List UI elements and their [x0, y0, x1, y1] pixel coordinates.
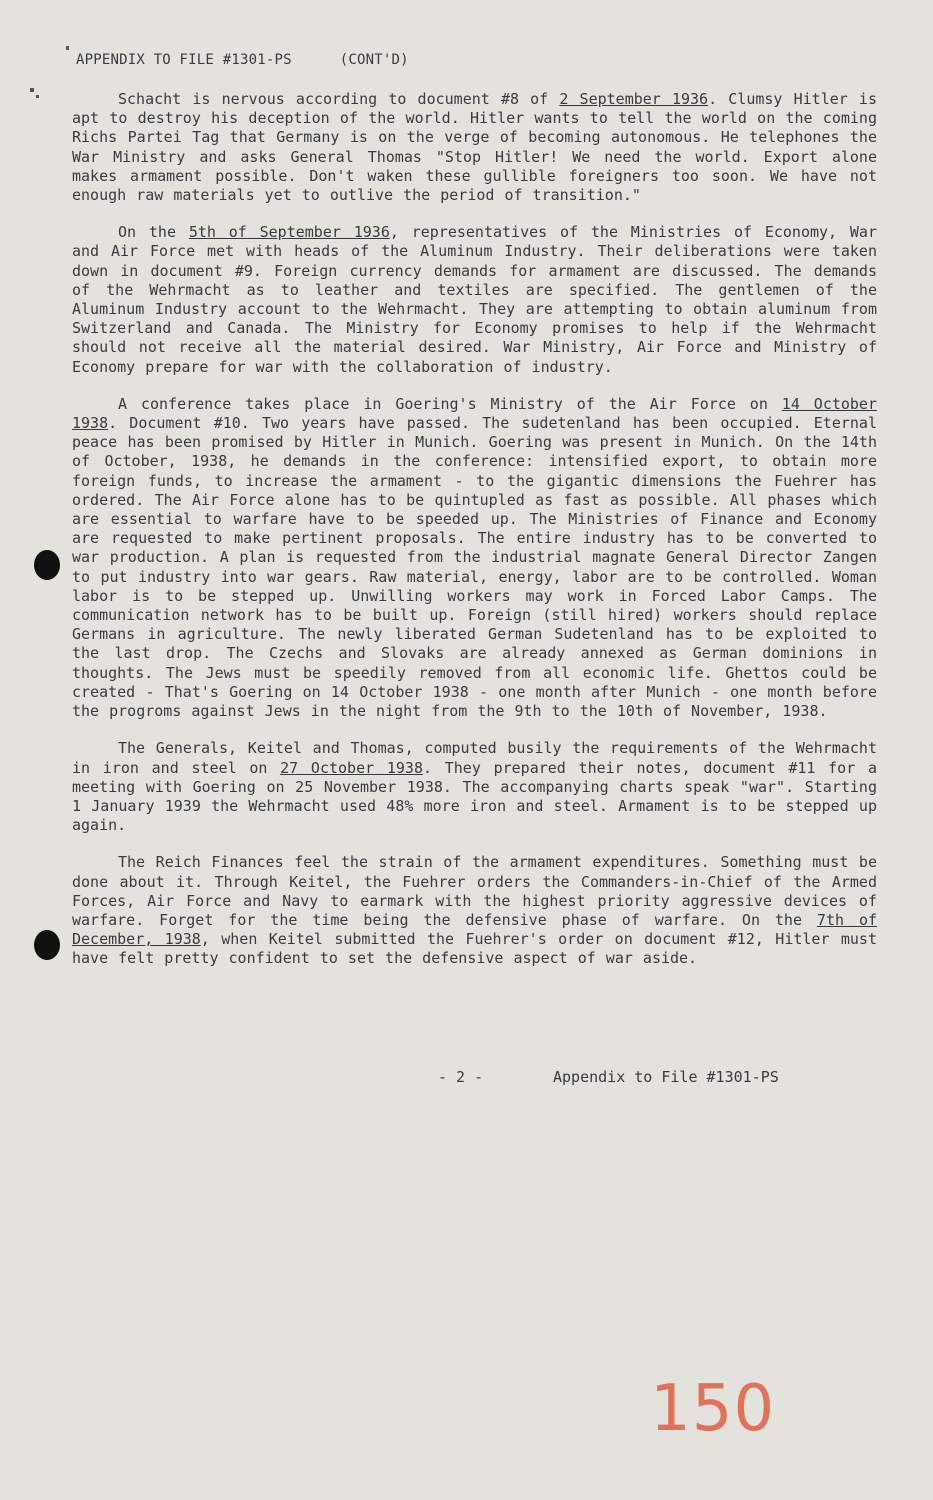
text-segment: On the	[118, 223, 189, 242]
punch-hole-icon	[34, 930, 60, 960]
text-segment: , representatives of the Ministries of Economy, War and Air Force met with heads of the Aluminum Industry. Their deliberations were taken down in document #9. Foreign currency demands for armament are discussed. The demands of the Wehrmacht as to leather and textiles are specified. The gentlemen of the Aluminum Industry account to the Wehrmacht. They are attempting to obtain aluminum from Switzerland and Canada. The Ministry for Economy promises to help if the Wehrmacht should not receive all the material desired. War Ministry, Air Force and Ministry of Economy prepare for war with the collaboration of industry.	[72, 223, 877, 376]
margin-mark	[30, 88, 34, 92]
underlined-date: 5th of September 1936	[188, 223, 390, 242]
paragraph	[72, 739, 877, 835]
paragraph	[72, 90, 877, 205]
page-number: - 2 -	[438, 1068, 484, 1086]
page-stamp-number: 150	[650, 1372, 776, 1446]
punch-hole-icon	[34, 550, 60, 580]
margin-mark	[36, 95, 39, 98]
text-segment: A conference takes place in Goering's Ministry of the Air Force on	[118, 394, 782, 413]
document-body	[72, 90, 877, 987]
underlined-date: 27 October 1938	[280, 758, 423, 777]
margin-mark	[66, 46, 69, 50]
text-segment: , when Keitel submitted the Fuehrer's order on document #12, Hitler must have felt pretty confident to set the defensive aspect of war aside.	[72, 930, 877, 968]
text-segment: . They prepared their notes, document #11 for a meeting with Goering on 25 November 1938. The accompanying charts speak "war". Starting 1 January 1939 the Wehrmacht used 48% more iron and steel. Armament is to be stepped up again.	[72, 758, 877, 835]
header-title: APPENDIX TO FILE #1301-PS	[76, 52, 292, 68]
text-segment: . Clumsy Hitler is apt to destroy his deception of the world. Hitler wants to tell the world on the coming Richs Partei Tag that Germany is on the verge of becoming autonomous. He telephones the War Ministry and asks General Thomas "Stop Hitler! We need the world. Export alone makes armament possible. Don't waken these gullible foreigners too soon. We have not enough raw materials yet to outlive the period of transition."	[72, 90, 877, 205]
footer-file-reference: Appendix to File #1301-PS	[553, 1068, 779, 1086]
text-segment: Schacht is nervous according to document #8 of	[118, 90, 560, 108]
text-segment: . Document #10. Two years have passed. The sudetenland has been occupied. Eternal peace has been promised by Hitler in Munich. Goering was present in Munich. On the 14th of October, 1938, he demands in the conference: intensified export, to obtain more foreign funds, to increase the armament - to the gigantic dimensions the Fuehrer has ordered. The Air Force alone has to be quintupled as fast as possible. All phases which are essential to warfare have to be speeded up. The Ministries of Finance and Economy are requested to make pertinent proposals. The entire industry has to be converted to war production. A plan is requested from the industrial magnate General Director Zangen to put industry into war gears. Raw material, energy, labor are to be controlled. Woman labor is to be stepped up. Unwilling workers may work in Forced Labor Camps. The communication network has to be built up. Foreign (still hired) workers should replace Germans in agriculture. The newly liberated German Sudetenland has to be exploited to the last drop. The Czechs and Slovaks are already annexed as German dominions in thoughts. The Jews must be speedily removed from all economic life. Ghettos could be created - That's Goering on 14 October 1938 - one month after Munich - one month before the progroms against Jews in the night from the 9th to the 10th of November, 1938.	[72, 414, 877, 721]
document-header	[76, 52, 409, 68]
text-segment: The Generals, Keitel and Thomas, computed busily the requirements of the Wehrmacht in iron and steel on	[72, 739, 877, 777]
paragraph	[72, 395, 877, 721]
header-continued: (CONT'D)	[339, 52, 409, 68]
paragraph	[72, 223, 877, 377]
underlined-date: 7th of December, 1938	[72, 910, 878, 949]
paragraph	[72, 853, 877, 968]
underlined-date: 14 October 1938	[72, 394, 877, 433]
text-segment: The Reich Finances feel the strain of the armament expenditures. Something must be done about it. Through Keitel, the Fuehrer orders the Commanders-in-Chief of the Armed Forces, Air Force and Navy to earmark with the highest priority aggressive devices of warfare. Forget for the time being the defensive phase of warfare. On the	[72, 853, 877, 929]
underlined-date: 2 September 1936	[559, 90, 709, 108]
